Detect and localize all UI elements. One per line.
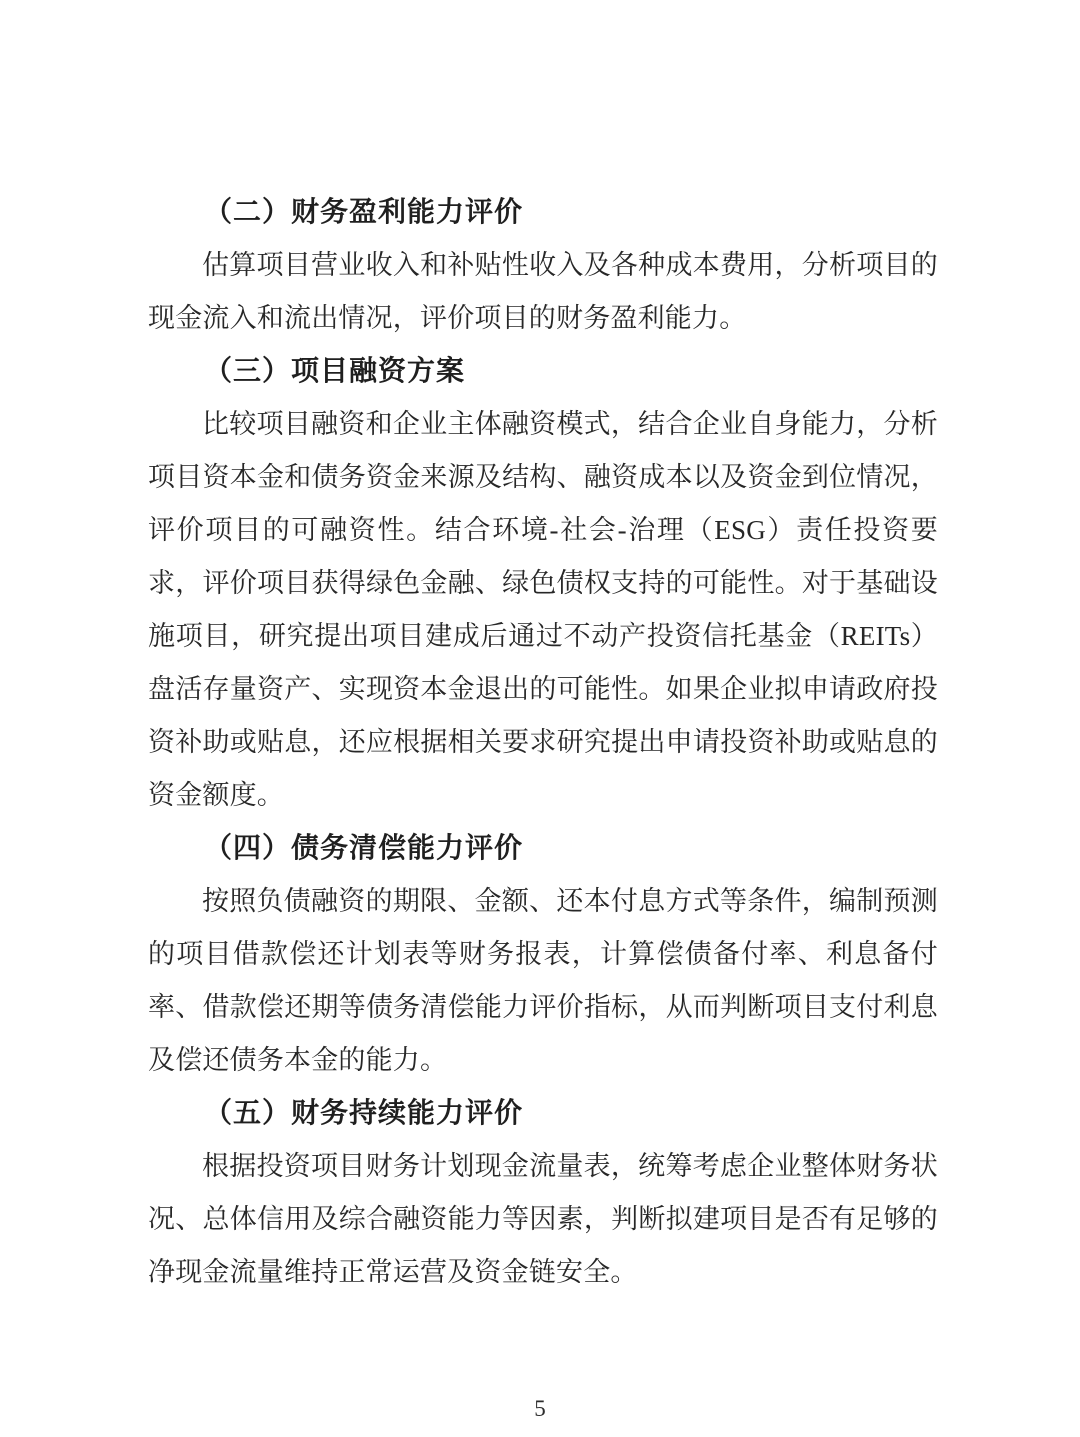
section-heading: （二）财务盈利能力评价 (204, 197, 524, 228)
section-paragraph: 根据投资项目财务计划现金流量表，统筹考虑企业整体财务状况、总体信用及综合融资能力等因素，判断拟建项目是否有足够的净现金流量维持正常运营及资金链安全。 (148, 1151, 938, 1287)
page-footer (0, 1396, 1080, 1422)
section-financial-sustainability (148, 1087, 938, 1299)
section-heading: （三）项目融资方案 (204, 356, 466, 387)
section-paragraph: 估算项目营业收入和补贴性收入及各种成本费用，分析项目的现金流入和流出情况，评价项目的财务盈利能力。 (148, 250, 938, 333)
section-heading: （四）债务清偿能力评价 (204, 833, 524, 864)
section-paragraph: 按照负债融资的期限、金额、还本付息方式等条件，编制预测的项目借款偿还计划表等财务报表，计算偿债备付率、利息备付率、借款偿还期等债务清偿能力评价指标，从而判断项目支付利息及偿还债务本金的能力。 (148, 886, 938, 1075)
document-body (148, 186, 938, 1299)
section-debt-repayment-capacity (148, 822, 938, 1087)
section-heading: （五）财务持续能力评价 (204, 1098, 524, 1129)
section-project-financing-plan (148, 345, 938, 822)
section-financial-profitability (148, 186, 938, 345)
page-number: 5 (534, 1396, 546, 1421)
section-paragraph: 比较项目融资和企业主体融资模式，结合企业自身能力，分析项目资本金和债务资金来源及结构、融资成本以及资金到位情况，评价项目的可融资性。结合环境-社会-治理（ESG）责任投资要求，评价项目获得绿色金融、绿色债权支持的可能性。对于基础设施项目，研究提出项目建成后通过不动产投资信托基金（REITs）盘活存量资产、实现资本金退出的可能性。如果企业拟申请政府投资补助或贴息，还应根据相关要求研究提出申请投资补助或贴息的资金额度。 (148, 409, 938, 810)
